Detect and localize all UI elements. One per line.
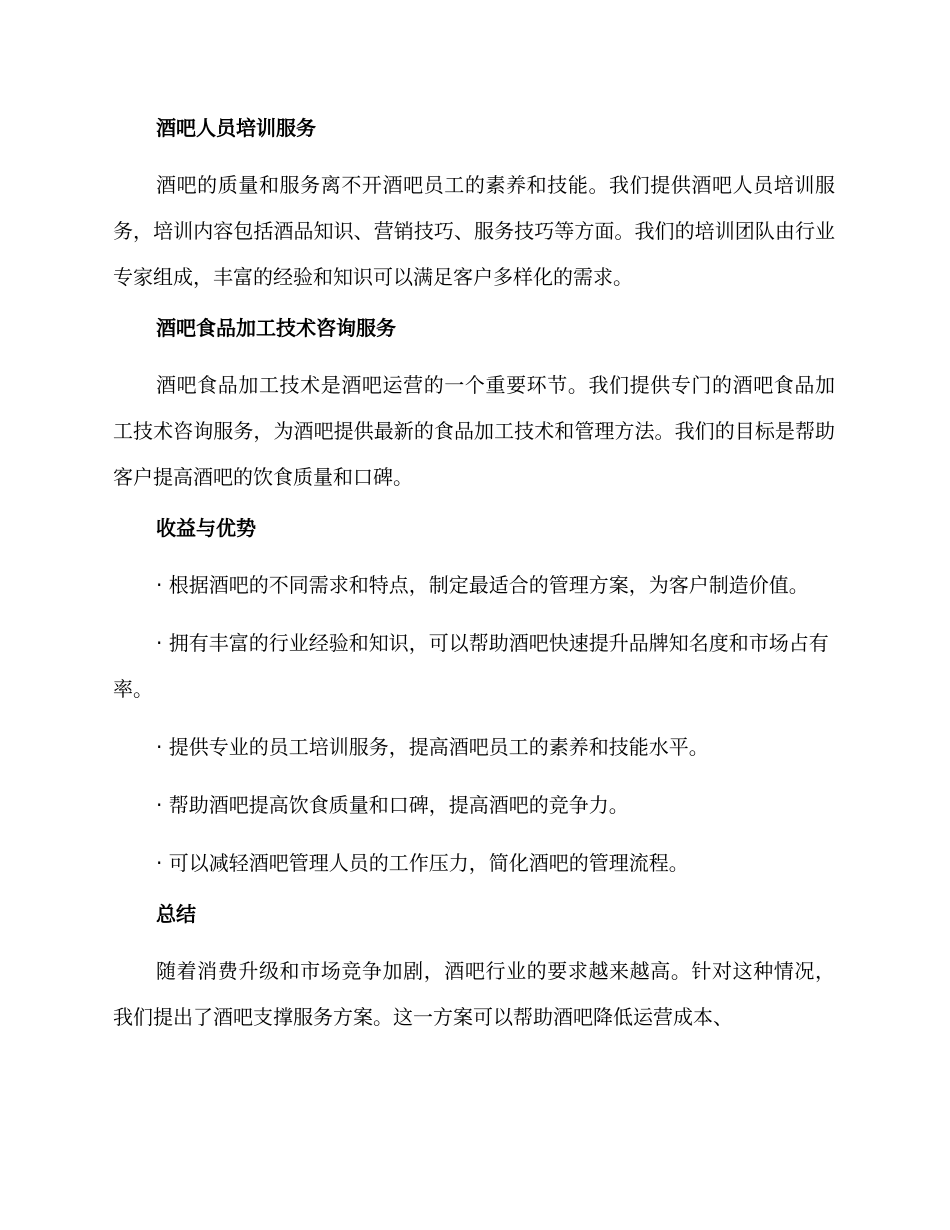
section-paragraph-summary: 随着消费升级和市场竞争加剧，酒吧行业的要求越来越高。针对这种情况，我们提出了酒吧支撑服务方案。这一方案可以帮助酒吧降低运营成本、	[113, 959, 835, 1029]
section-heading-summary: 总结	[156, 902, 196, 926]
benefit-bullet-item: · 拥有丰富的行业经验和知识，可以帮助酒吧快速提升品牌知名度和市场占有率。	[113, 631, 829, 701]
section-heading-food-processing: 酒吧食品加工技术咨询服务	[156, 316, 396, 340]
benefit-bullet-item: · 根据酒吧的不同需求和特点，制定最适合的管理方案，为客户制造价值。	[156, 573, 809, 597]
document-page	[113, 112, 835, 1052]
benefit-bullet-item: · 提供专业的员工培训服务，提高酒吧员工的素养和技能水平。	[156, 735, 709, 759]
section-paragraph-food-processing: 酒吧食品加工技术是酒吧运营的一个重要环节。我们提供专门的酒吧食品加工技术咨询服务，为酒吧提供最新的食品加工技术和管理方法。我们的目标是帮助客户提高酒吧的饮食质量和口碑。	[113, 373, 835, 489]
benefit-bullet-item: · 可以减轻酒吧管理人员的工作压力，简化酒吧的管理流程。	[156, 851, 689, 875]
section-heading-staff-training: 酒吧人员培训服务	[156, 116, 316, 140]
benefit-bullet-item: · 帮助酒吧提高饮食质量和口碑，提高酒吧的竞争力。	[156, 793, 629, 817]
section-paragraph-staff-training: 酒吧的质量和服务离不开酒吧员工的素养和技能。我们提供酒吧人员培训服务，培训内容包括酒品知识、营销技巧、服务技巧等方面。我们的培训团队由行业专家组成，丰富的经验和知识可以满足客户多样化的需求。	[113, 173, 835, 289]
section-heading-benefits: 收益与优势	[156, 516, 256, 540]
